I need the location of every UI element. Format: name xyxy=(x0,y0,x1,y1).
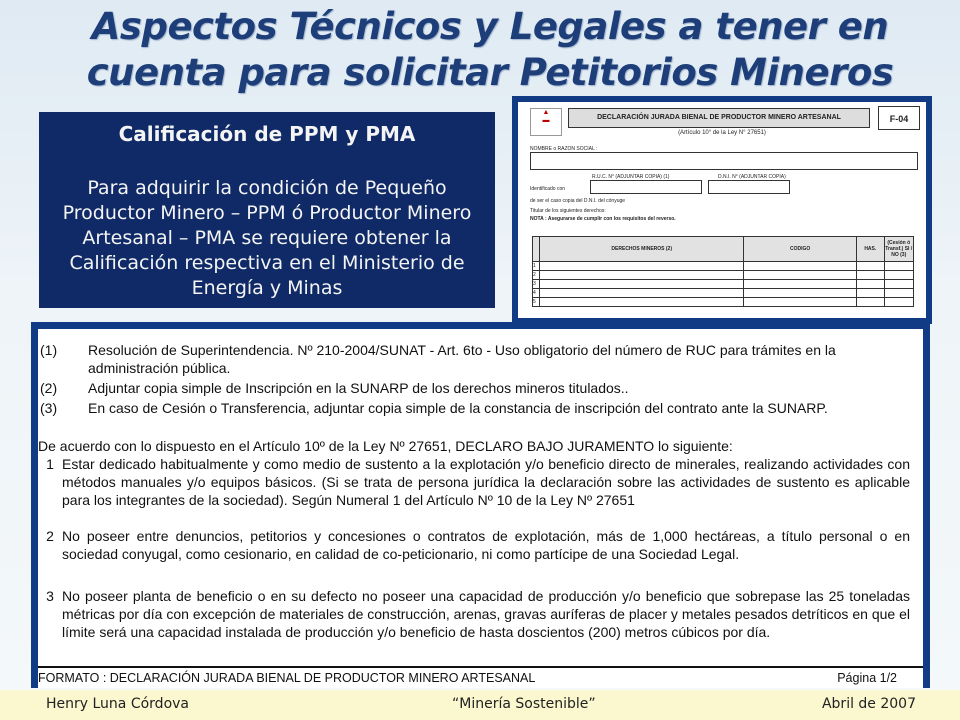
form-col-cession: (Cesión ó Transf.) SI / NO (3) xyxy=(884,237,914,262)
ministry-logo-icon: ▲ ▬ xyxy=(530,108,562,136)
item-number: 2 xyxy=(46,528,54,544)
info-box xyxy=(39,112,495,308)
note-number: (2) xyxy=(40,380,58,396)
footer-date: Abril de 2007 xyxy=(821,696,916,712)
form-dni-field xyxy=(708,180,790,194)
form-name-field xyxy=(530,152,918,170)
form-row: 4 xyxy=(533,289,914,298)
info-box-heading: Calificación de PPM y PMA xyxy=(118,122,416,146)
declaration-sheet xyxy=(38,329,923,688)
declaration-document xyxy=(31,322,930,688)
form-code: F-04 xyxy=(878,106,920,130)
form-preview xyxy=(512,96,932,324)
slide-title-line-1: Aspectos Técnicos y Legales a tener en xyxy=(91,5,889,48)
form-row: 2 xyxy=(533,271,914,280)
form-ruc-field xyxy=(590,180,702,194)
form-id-label: Identificado con xyxy=(530,186,566,192)
note-1 xyxy=(38,341,918,377)
form-rights-label: Titular de los siguientes derechos: xyxy=(530,208,606,214)
declaration-item-3 xyxy=(38,587,918,641)
declaration-item-2 xyxy=(38,527,918,563)
footer-author: Henry Luna Córdova xyxy=(46,696,190,712)
footer-motto: “Minería Sostenible” xyxy=(452,696,596,712)
form-row: 5 xyxy=(533,298,914,307)
item-number: 3 xyxy=(46,588,54,604)
note-text: Resolución de Superintendencia. Nº 210-2004/SUNAT - Art. 6to - Uso obligatorio del número de RUC para trámites en la administración pública. xyxy=(88,342,836,376)
note-number: (3) xyxy=(40,400,58,416)
form-dni-label: D.N.I. N° (ADJUNTAR COPIA) xyxy=(718,174,786,180)
form-ruc-label: R.U.C. N° (ADJUNTAR COPIA) (1) xyxy=(592,174,670,180)
form-col-has: HAS. xyxy=(857,237,884,262)
form-col-rights: DERECHOS MINEROS (2) xyxy=(540,237,744,262)
slide-title-line-2: cuenta para solicitar Petitorios Mineros xyxy=(86,51,894,94)
form-row: 3 xyxy=(533,280,914,289)
item-text: Estar dedicado habitualmente y como medio de sustento a la explotación y/o beneficio directo de minerales, realizando actividades con métodos manuales y/o equipos básicos. (Si se trata de persona jurídica la declaración sobre las actividades de sustento es aplicable para los integrantes de la sociedad). Según Numeral 1 del Artículo Nº 10 de la Ley Nº 27651 xyxy=(62,456,910,508)
document-footer-format: FORMATO : DECLARACIÓN JURADA BIENAL DE PRODUCTOR MINERO ARTESANAL xyxy=(38,671,536,685)
item-number: 1 xyxy=(46,456,54,472)
item-text: No poseer planta de beneficio o en su defecto no poseer una capacidad de producción y/o beneficio que sobrepase las 25 toneladas métricas por día con excepción de materiales de construcción, arenas, gravas auríferas de placer y metales pesados detríticos en que el límite será una capacidad instalada de producción y/o beneficio de hasta doscientos (200) metros cúbicos por día. xyxy=(62,588,910,640)
form-rights-table xyxy=(532,236,914,307)
slide-footer xyxy=(0,690,960,720)
form-name-label: NOMBRE o RAZON SOCIAL : xyxy=(530,146,598,152)
note-number: (1) xyxy=(40,342,58,358)
form-row: 1 xyxy=(533,262,914,271)
slide-title xyxy=(40,4,940,96)
note-text: Adjuntar copia simple de Inscripción en la SUNARP de los derechos mineros titulados.. xyxy=(88,380,629,396)
form-header: DECLARACIÓN JURADA BIENAL DE PRODUCTOR MINERO ARTESANAL xyxy=(568,108,870,128)
declaration-item-1 xyxy=(38,455,918,509)
form-subheader: (Artículo 10° de la Ley N° 27651) xyxy=(678,130,766,136)
document-page-number: Página 1/2 xyxy=(837,671,897,685)
note-2 xyxy=(38,379,918,397)
item-text: No poseer entre denuncios, petitorios y concesiones o contratos de explotación, más de 1,000 hectáreas, a título personal o en sociedad conyugal, como cesionario, en calidad de co-peticionario, ni como partícipe de una Sociedad Legal. xyxy=(62,528,910,562)
form-preview-sheet xyxy=(518,102,926,318)
form-note-label: NOTA : Asegurarse de cumplir con los requisitos del reverso. xyxy=(530,216,676,222)
form-col-code: CODIGO xyxy=(744,237,857,262)
note-3 xyxy=(38,399,918,417)
declaration-intro: De acuerdo con lo dispuesto en el Artículo 10º de la Ley Nº 27651, DECLARO BAJO JURAMENTO lo siguiente: xyxy=(38,438,733,454)
form-spouse-label: de ser el caso copia del D.N.I. del cónyuge xyxy=(530,198,626,204)
info-box-body: Para adquirir la condición de Pequeño Productor Minero – PPM ó Productor Minero Artesanal – PMA se requiere obtener la Calificación respectiva en el Ministerio de Energía y Minas xyxy=(62,177,472,299)
note-text: En caso de Cesión o Transferencia, adjuntar copia simple de la constancia de inscripción del contrato ante la SUNARP. xyxy=(88,400,828,416)
document-footer xyxy=(38,666,923,688)
